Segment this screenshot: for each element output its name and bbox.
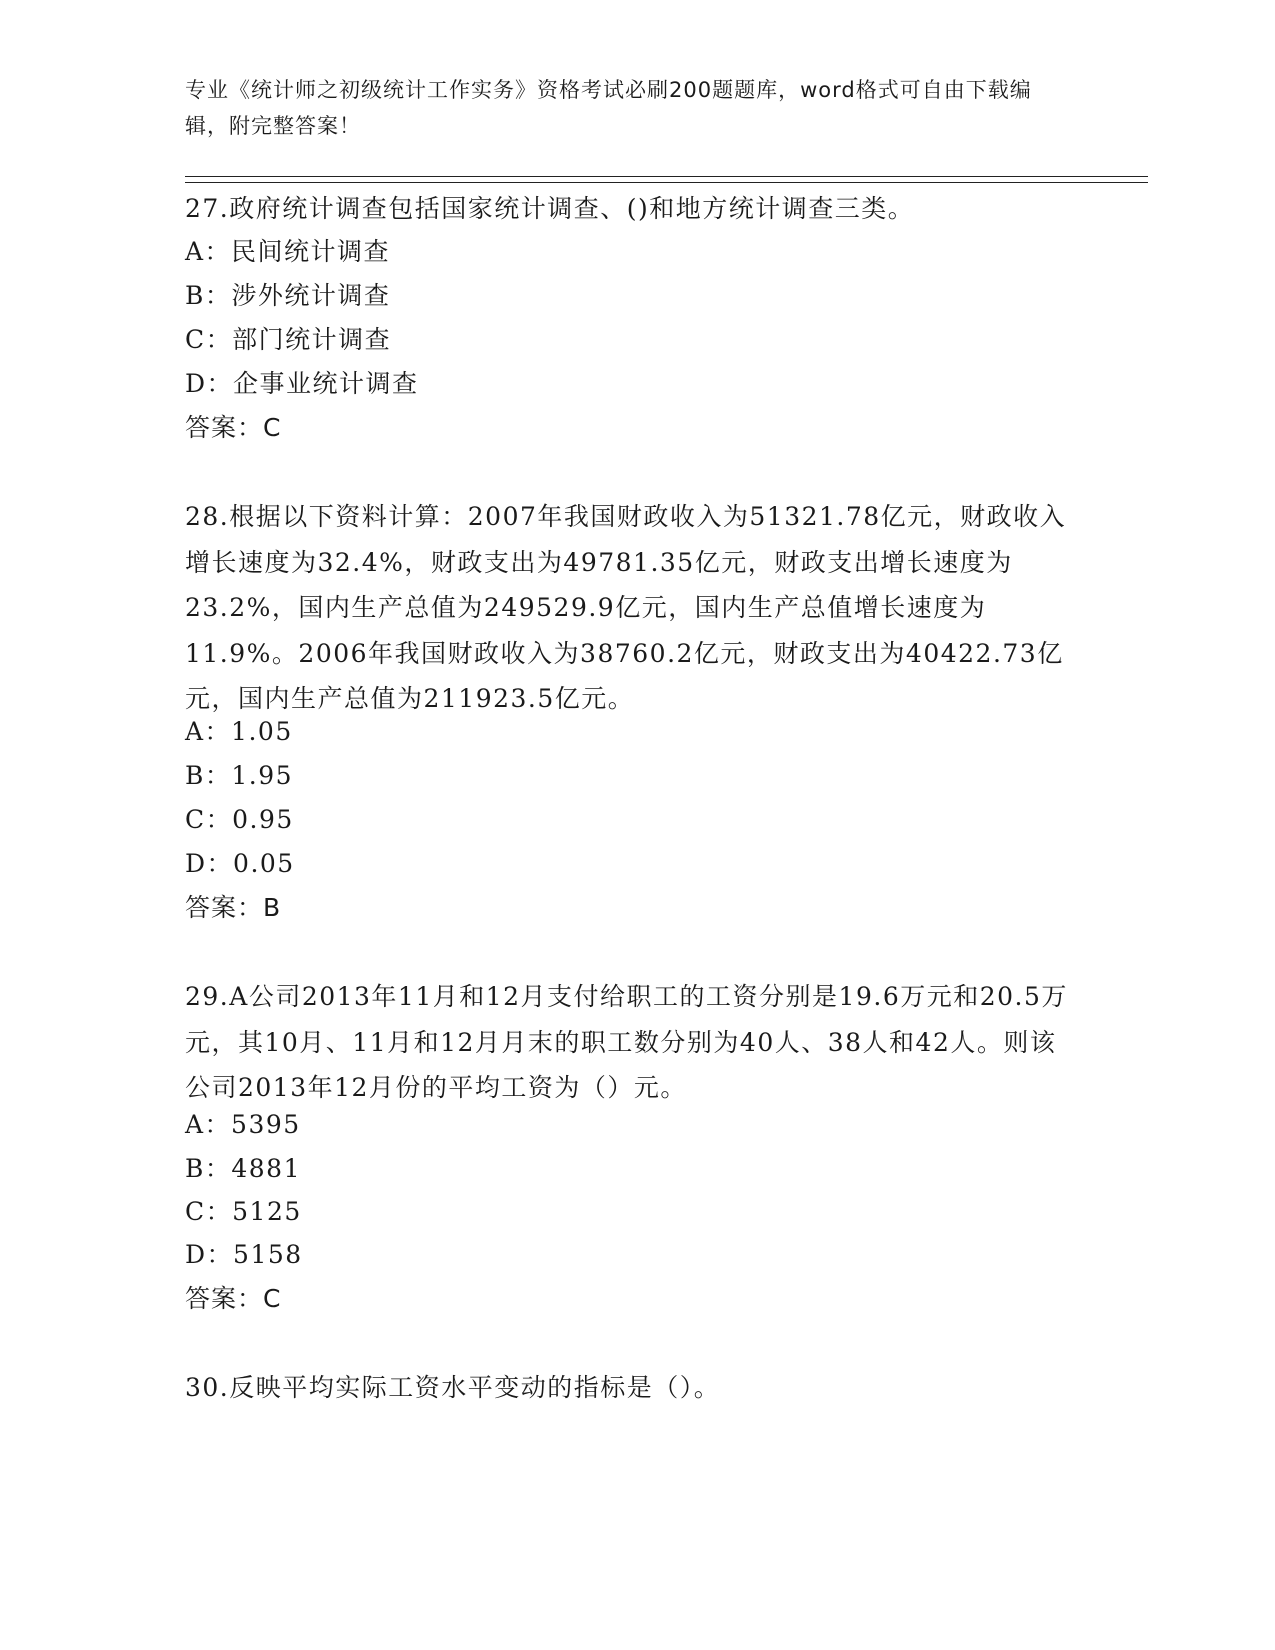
question-27-option-d: D：企事业统计调查	[185, 369, 419, 398]
question-28-option-c: C：0.95	[185, 805, 294, 834]
question-27-option-c: C：部门统计调查	[185, 325, 392, 354]
question-27-stem: 27.政府统计调查包括国家统计调查、()和地方统计调查三类。	[185, 194, 915, 223]
question-29-option-d: D：5158	[185, 1240, 303, 1269]
question-29-answer: 答案：C	[185, 1284, 282, 1313]
header-divider-top	[185, 176, 1148, 177]
question-27-option-b: B：涉外统计调查	[185, 281, 391, 310]
question-27-option-a: A：民间统计调查	[185, 237, 391, 266]
question-28-option-a: A：1.05	[185, 717, 293, 746]
question-29-option-c: C：5125	[185, 1197, 302, 1226]
document-header: 专业《统计师之初级统计工作实务》资格考试必刷200题题库，word格式可自由下载编辑，附完整答案！	[185, 78, 1032, 138]
header-divider-bottom	[185, 182, 1148, 183]
question-30-stem: 30.反映平均实际工资水平变动的指标是（）。	[185, 1373, 721, 1402]
question-29-stem: 29.A公司2013年11月和12月支付给职工的工资分别是19.6万元和20.5万元，其10月、11月和12月月末的职工数分别为40人、38人和42人。则该公司2013年12月份的平均工资为（）元。	[185, 982, 1068, 1102]
question-29-option-b: B：4881	[185, 1154, 301, 1183]
question-28-answer: 答案：B	[185, 893, 282, 922]
question-28-option-b: B：1.95	[185, 761, 294, 790]
question-27-answer: 答案：C	[185, 413, 282, 442]
question-28-option-d: D：0.05	[185, 849, 295, 878]
question-29-option-a: A：5395	[185, 1110, 301, 1139]
question-28-stem: 28.根据以下资料计算：2007年我国财政收入为51321.78亿元，财政收入增长速度为32.4%，财政支出为49781.35亿元，财政支出增长速度为23.2%，国内生产总值为249529.9亿元，国内生产总值增长速度为11.9%。2006年我国财政收入为38760.2亿元，财政支出为40422.73亿元，国内生产总值为211923.5亿元。	[185, 502, 1067, 713]
